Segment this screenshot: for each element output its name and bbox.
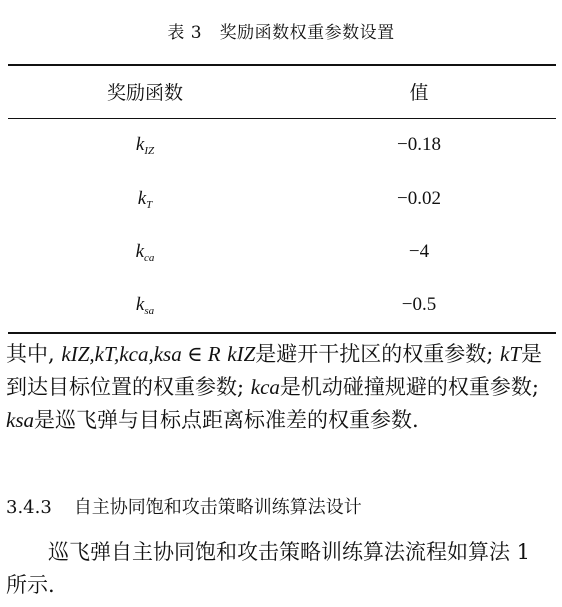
param-value: −0.02	[397, 188, 441, 209]
lead-text: 其中,	[6, 342, 55, 366]
param-value: −0.5	[401, 294, 437, 315]
algorithm-intro-paragraph: 巡飞弹自主协同饱和攻击策略训练算法流程如算法 1 所示.	[6, 540, 531, 597]
desc-kca: 是机动碰撞规避的权重参数;	[279, 375, 539, 399]
table-bottom-rule	[8, 332, 556, 334]
param-ref-ksa: ksa	[6, 408, 34, 432]
desc-kIZ: 是避开干扰区的权重参数;	[255, 342, 494, 366]
parameter-set-expression: kIZ,kT,kca,ksa ∈ R	[61, 342, 221, 366]
param-symbol-kca: $k_{ca}$	[135, 241, 155, 264]
param-ref-kIZ: kIZ	[227, 342, 256, 366]
parameter-description-paragraph	[6, 338, 556, 437]
param-symbol-kT: $k_T$	[137, 188, 153, 211]
table-header-value: 值	[409, 82, 429, 104]
section-heading	[6, 493, 362, 519]
table-mid-rule	[8, 118, 556, 119]
param-value: −4	[408, 241, 430, 262]
param-ref-kT: kT	[500, 342, 522, 366]
param-symbol-ksa: $k_{sa}$	[135, 294, 155, 317]
desc-kT: 是到达目标位置的权重参数;	[6, 342, 543, 399]
table-top-rule	[8, 64, 556, 66]
section-title: 自主协同饱和攻击策略训练算法设计	[73, 497, 362, 518]
param-value: −0.18	[397, 134, 441, 155]
table-caption: 表 3 奖励函数权重参数设置	[167, 23, 395, 43]
desc-ksa: 是巡飞弹与目标点距离标准差的权重参数.	[34, 408, 419, 432]
section-number: 3.4.3	[6, 497, 52, 518]
param-ref-kca: kca	[250, 375, 280, 399]
param-symbol-kIZ: $k_{IZ}$	[135, 134, 155, 157]
table-header-function: 奖励函数	[106, 82, 183, 104]
